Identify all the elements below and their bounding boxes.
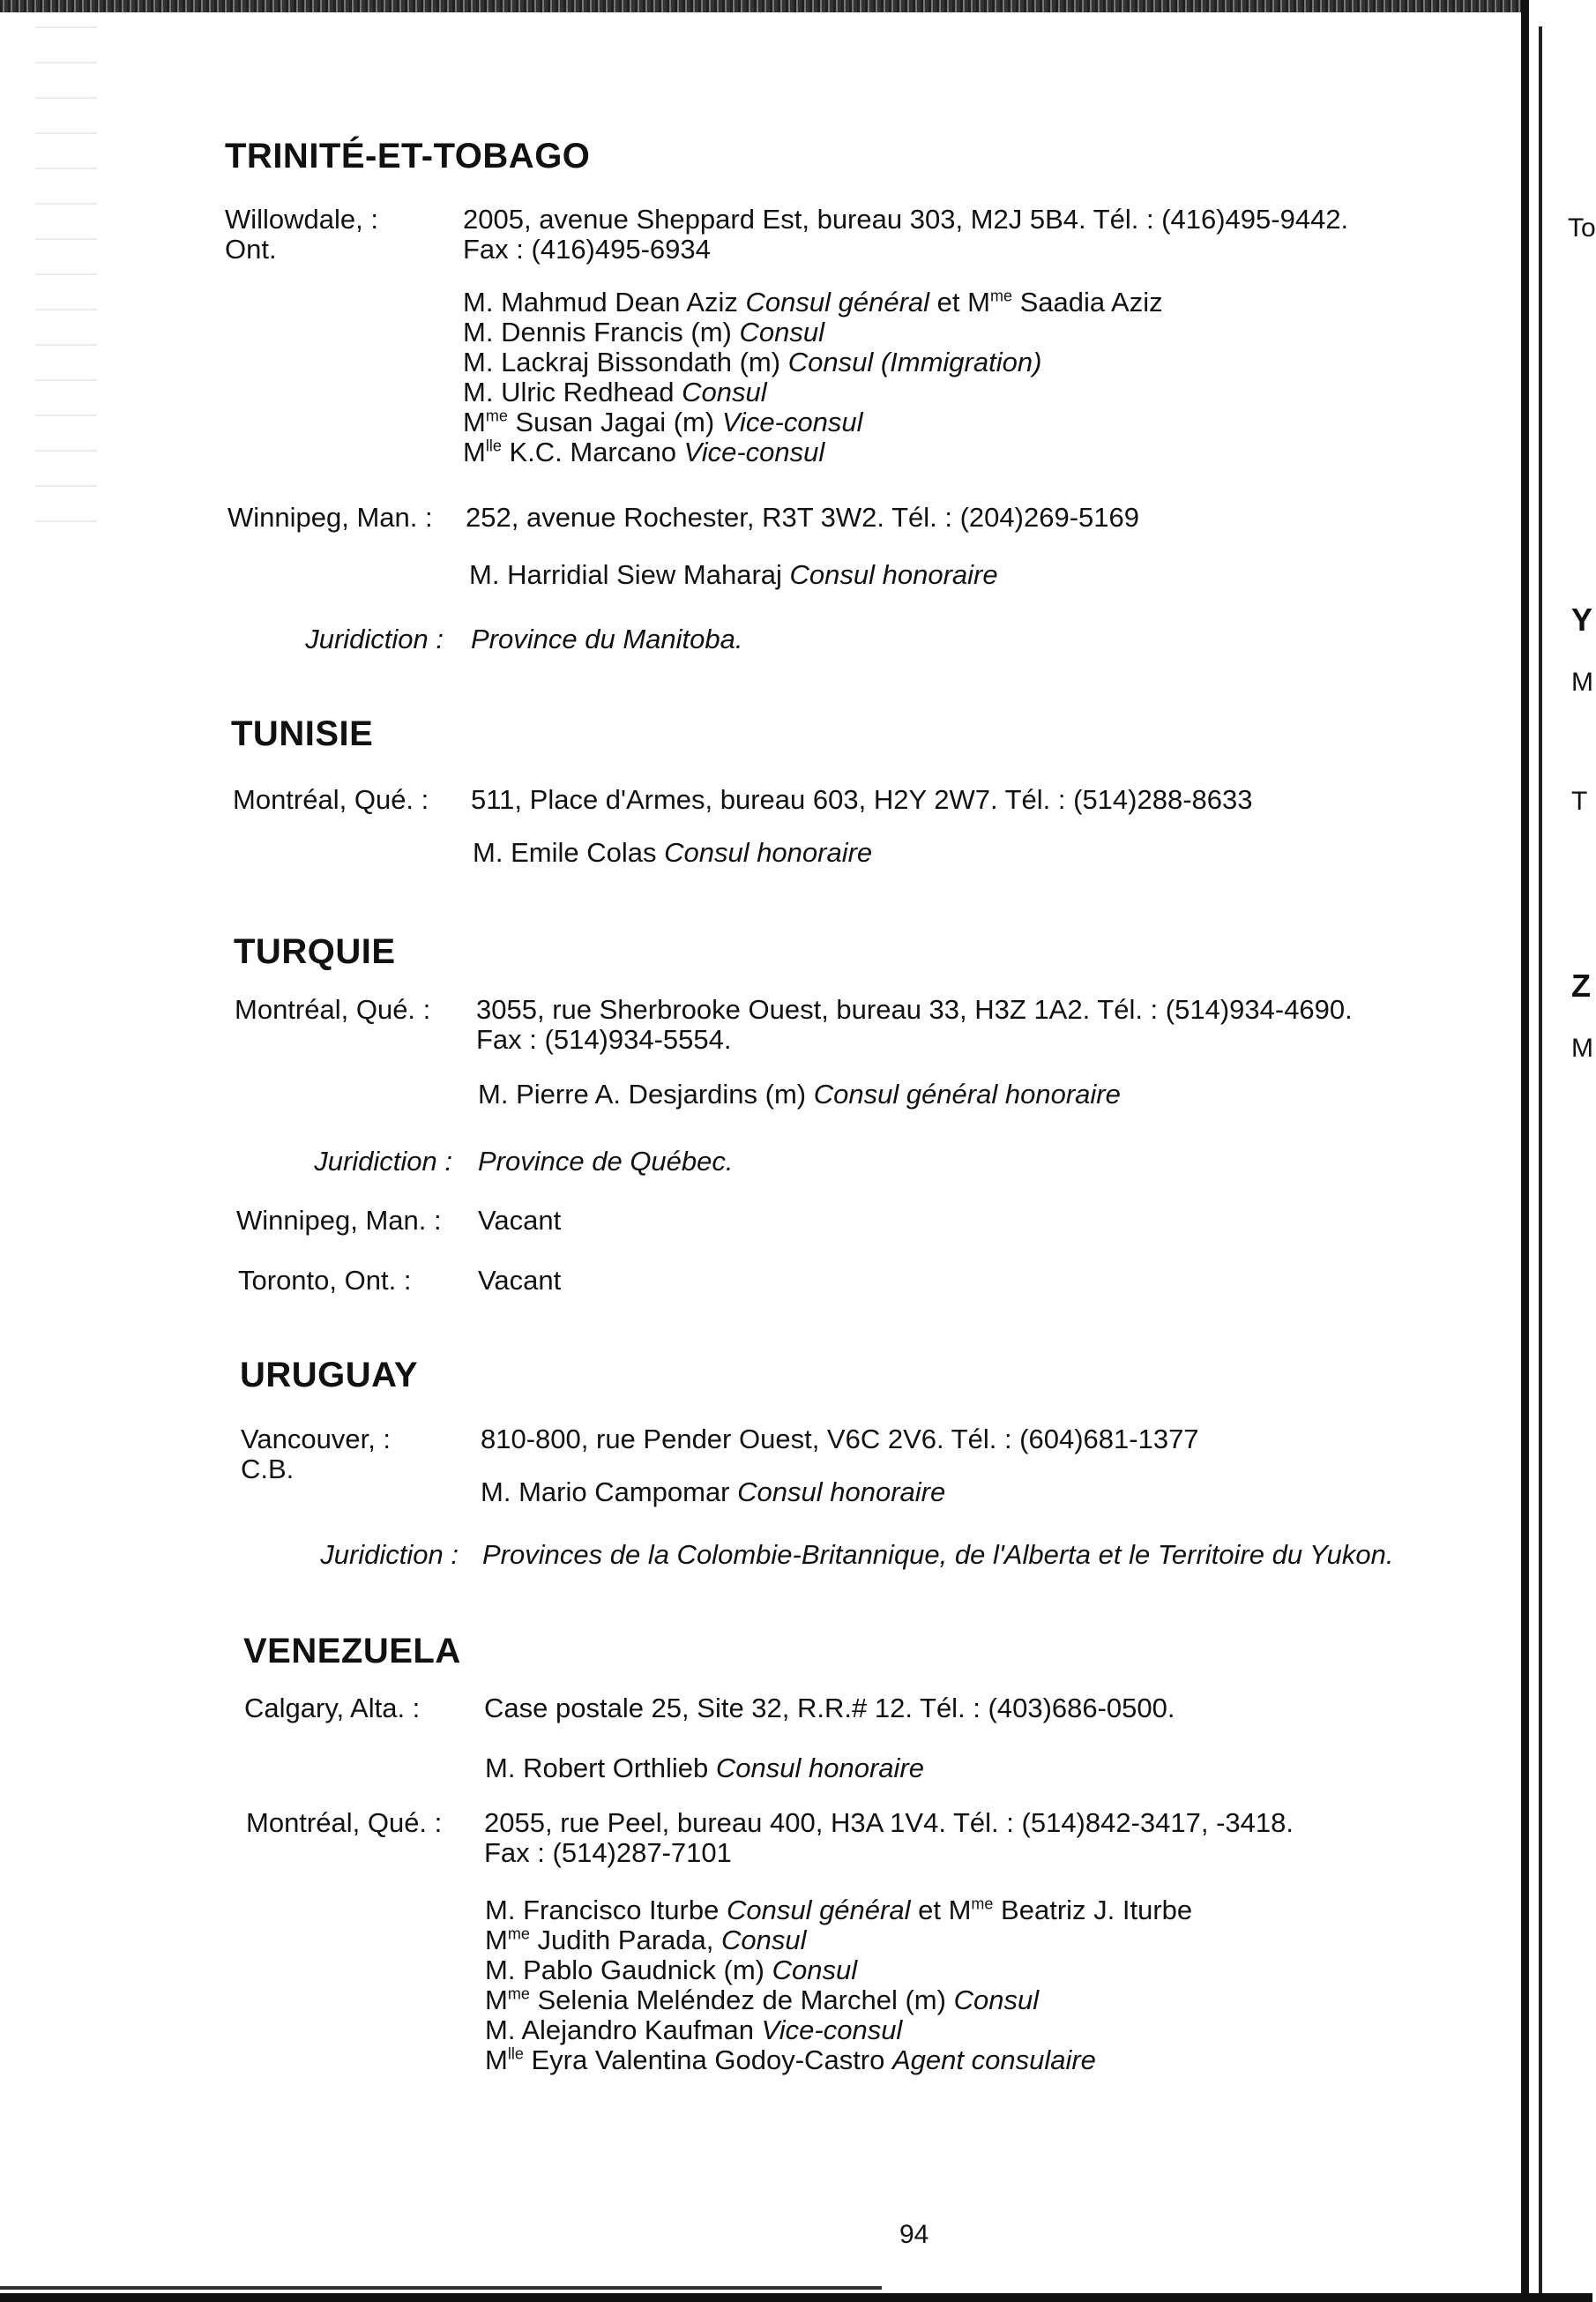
address-line: Fax : (514)934-5554. (476, 1024, 732, 1055)
office-city: Calgary, Alta. : (244, 1693, 421, 1723)
office-address: Vacant (478, 1265, 562, 1296)
jurisdiction-value: Provinces de la Colombie-Britannique, de l'Alberta et le Territoire du Yukon. (482, 1539, 1394, 1570)
staff-member: M. Harridial Siew Maharaj Consul honoraire (469, 559, 998, 590)
office-entry (236, 1206, 1506, 1237)
scan-left-margin-marks (35, 26, 97, 556)
facing-page-fragment: M (1571, 1034, 1593, 1063)
country-heading: URUGUAY (240, 1356, 419, 1394)
staff-list (463, 288, 1163, 467)
staff-list (485, 1895, 1192, 2075)
staff-member: $M^{me}$ Judith Parada, Consul (485, 1925, 807, 1955)
office-address: Case postale 25, Site 32, R.R.# 12. Tél. : (403)686-0500. (484, 1693, 1175, 1723)
facing-page-fragment: Y (1571, 602, 1593, 638)
office-address: Vacant (478, 1205, 562, 1236)
scan-bottom-edge (0, 2293, 1592, 2302)
office-address (476, 995, 1353, 1055)
office-city (241, 1424, 470, 1484)
country-heading: TUNISIE (231, 714, 374, 753)
office-entry (238, 1266, 1508, 1297)
staff-member: $M^{me}$ Selenia Meléndez de Marchel (m) Consul (485, 1984, 1040, 2015)
staff-member: M. Mahmud Dean Aziz Consul général et $M^{me}$ Saadia Aziz (463, 287, 1163, 318)
office-city: Montréal, Qué. : (246, 1807, 443, 1838)
office-address: 810-800, rue Pender Ouest, V6C 2V6. Tél. : (604)681-1377 (481, 1424, 1199, 1454)
facing-page-fragment: T (1571, 787, 1588, 816)
office-entry (246, 1808, 1516, 1870)
jurisdiction-value: Province du Manitoba. (471, 624, 743, 654)
city-line: Ont. (225, 234, 277, 265)
office-entry (233, 785, 1503, 817)
jurisdiction-label: Juridiction : (320, 1539, 459, 1570)
staff-member: M. Pablo Gaudnick (m) Consul (485, 1954, 858, 1985)
staff-member: $M^{lle}$ K.C. Marcano Vice-consul (463, 437, 825, 467)
address-line: Fax : (514)287-7101 (484, 1837, 732, 1868)
office-city: Montréal, Qué. : (235, 994, 431, 1025)
office-city (225, 205, 454, 265)
scan-top-edge (0, 0, 1525, 12)
office-entry (244, 1693, 1514, 1725)
jurisdiction-row (236, 1147, 1506, 1178)
country-heading: VENEZUELA (243, 1632, 461, 1670)
city-line: Willowdale, : (225, 204, 378, 235)
facing-page-fragment: M (1571, 668, 1593, 697)
binding-edge (1521, 0, 1529, 2302)
address-line: 2055, rue Peel, bureau 400, H3A 1V4. Tél. : (514)842-3417, -3418. (484, 1807, 1294, 1838)
staff-member: M. Alejandro Kaufman Vice-consul (485, 2014, 903, 2045)
page-number: 94 (899, 2220, 929, 2249)
facing-page-edge (1539, 26, 1542, 2302)
staff-member: M. Francisco Iturbe Consul général et $M^{me}$ Beatriz J. Iturbe (485, 1895, 1193, 1925)
office-city: Winnipeg, Man. : (227, 502, 433, 533)
staff-member: M. Pierre A. Desjardins (m) Consul général honoraire (478, 1079, 1121, 1110)
staff-member: M. Lackraj Bissondath (m) Consul (Immigration) (463, 347, 1042, 377)
office-city: Winnipeg, Man. : (236, 1205, 442, 1236)
jurisdiction-value: Province de Québec. (478, 1146, 734, 1177)
jurisdiction-label: Juridiction : (305, 624, 444, 654)
staff-member: $M^{me}$ Susan Jagai (m) Vice-consul (463, 407, 863, 437)
office-entry (235, 995, 1504, 1057)
staff-member: M. Dennis Francis (m) Consul (463, 317, 825, 348)
facing-page-fragment: To (1568, 213, 1596, 243)
scan-bottom-line (0, 2286, 882, 2290)
country-heading: TURQUIE (234, 932, 396, 971)
office-address (463, 205, 1348, 265)
office-city: Toronto, Ont. : (238, 1265, 412, 1296)
city-line: Vancouver, : (241, 1424, 392, 1454)
address-line: 2005, avenue Sheppard Est, bureau 303, M2J 5B4. Tél. : (416)495-9442. (463, 204, 1349, 235)
staff-member: M. Ulric Redhead Consul (463, 377, 767, 407)
staff-member: M. Mario Campomar Consul honoraire (481, 1476, 946, 1507)
jurisdiction-label: Juridiction : (314, 1146, 452, 1177)
country-heading: TRINITÉ-ET-TOBAGO (225, 137, 591, 176)
address-line: 3055, rue Sherbrooke Ouest, bureau 33, H3Z 1A2. Tél. : (514)934-4690. (476, 994, 1353, 1025)
address-line: Fax : (416)495-6934 (463, 234, 711, 265)
city-line: C.B. (241, 1454, 295, 1484)
staff-member: M. Emile Colas Consul honoraire (473, 837, 873, 868)
jurisdiction-row (242, 1540, 1512, 1572)
staff-member: $M^{lle}$ Eyra Valentina Godoy-Castro Agent consulaire (485, 2044, 1096, 2075)
staff-member: M. Robert Orthlieb Consul honoraire (485, 1753, 924, 1783)
office-address: 252, avenue Rochester, R3T 3W2. Tél. : (204)269-5169 (466, 502, 1139, 533)
jurisdiction-row (227, 624, 1497, 656)
office-entry (225, 205, 1495, 266)
office-address (484, 1808, 1294, 1868)
office-entry (227, 503, 1497, 534)
office-address: 511, Place d'Armes, bureau 603, H2Y 2W7. Tél. : (514)288-8633 (471, 784, 1253, 815)
office-city: Montréal, Qué. : (233, 784, 429, 815)
facing-page-fragment: Z (1571, 968, 1591, 1004)
